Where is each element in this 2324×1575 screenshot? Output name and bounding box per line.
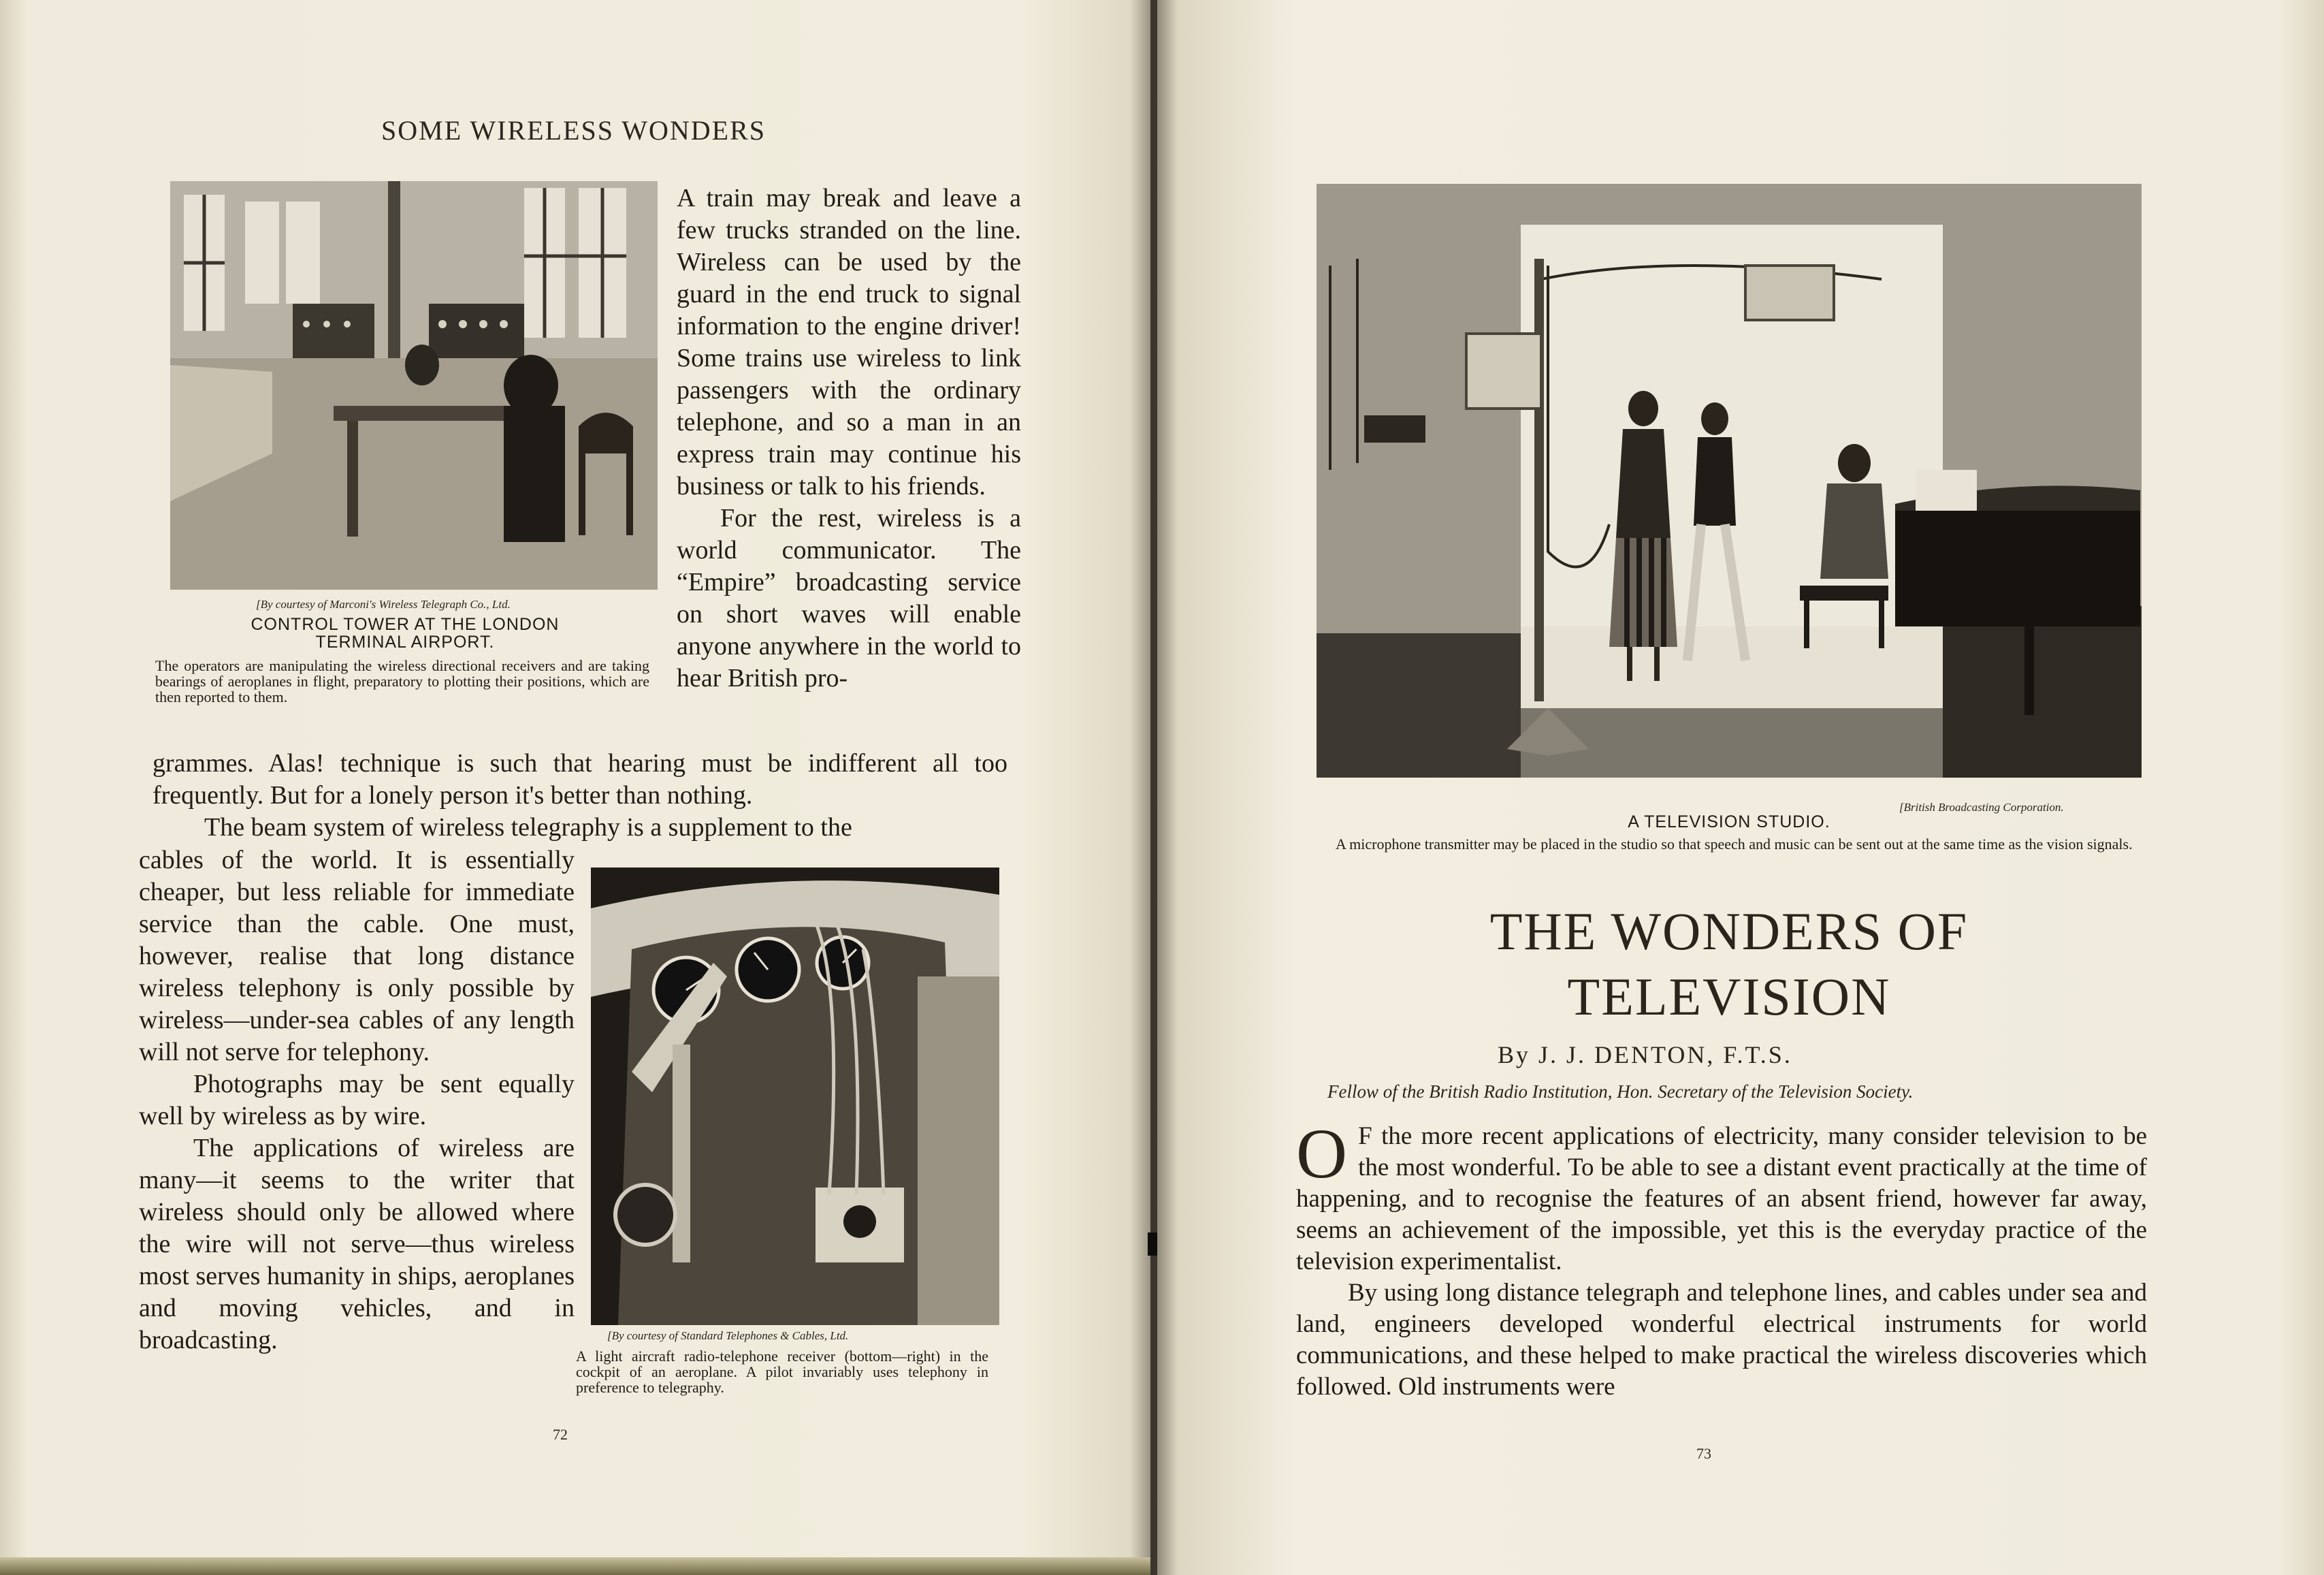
article-title-line2: TELEVISION [1567, 967, 1891, 1026]
article-paragraph-1-text: F the more recent applications of electricity, many consider television to be the most wonderful. To be able to see a distant event practically at the time of happening, and to recognise the features of an absent friend, however far away, seems an achievement of the impossible, yet this is the everyday practice of the television experimentalist. [1296, 1122, 2147, 1275]
book-gutter [1150, 0, 1157, 1575]
photo1-credit: [By courtesy of Marconi's Wireless Telegraph Co., Ltd. [256, 598, 511, 611]
author-affiliation: Fellow of the British Radio Institution, Hon. Secretary of the Television Society. [1327, 1081, 1914, 1102]
article-body [1296, 1115, 2147, 1403]
studio-photo-title: A TELEVISION STUDIO. [1628, 812, 1830, 831]
photo2-caption: A light aircraft radio-telephone receiver (bottom—right) in the cockpit of an aeroplane. A pilot invariably uses telephony in preference to telegraphy. [576, 1348, 988, 1396]
photo1-title-line1: CONTROL TOWER AT THE LONDON [251, 615, 560, 634]
photo2-credit: [By courtesy of Standard Telephones & Cables, Ltd. [607, 1329, 849, 1342]
drop-cap: O [1296, 1115, 1348, 1193]
right-page-number: 73 [1696, 1445, 1711, 1462]
article-title-line1: THE WONDERS OF [1489, 902, 1969, 961]
article-paragraph-2: By using long distance telegraph and telephone lines, and cables under sea and land, engineers developed wonderful electrical instruments for world communications, and these helped to make practical the wireless discoveries which followed. Old instruments were [1296, 1279, 2147, 1401]
paragraph-applications: The applications of wireless are many—it seems to the writer that wireless should only be allowed where the wire will not serve—thus wireless most serves humanity in ships, aeroplanes and moving vehicles, and in broadcasting. [139, 1134, 575, 1354]
paragraph-train: A train may break and leave a few trucks stranded on the line. Wireless can be used by the guard in the end truck to signal information to the engine driver! Some trains use wireless to link passengers with the ordinary telephone, and so a man in an express train may continue his business or talk to his friends. [677, 184, 1021, 500]
full-width-text: grammes. Alas! technique is such that hearing must be indifferent all too frequently. But for a lonely person it's better than nothing. [152, 749, 1007, 810]
television-studio-photo [1317, 184, 2142, 778]
left-page [0, 0, 1150, 1575]
photo1-title-line2: TERMINAL AIRPORT. [315, 633, 495, 652]
article-byline: By J. J. DENTON, F.T.S. [1498, 1041, 1792, 1068]
paragraph-cables: cables of the world. It is essentially cheaper, but less reliable for immediate service than the cable. One must, however, realise that long distance wireless telephony is only possible by wireless—under-sea cables of any length will not serve for telephony. [139, 846, 575, 1066]
left-column-right-text [677, 182, 1021, 695]
article-title [1266, 899, 2192, 1030]
beam-paragraph-line: The beam system of wireless telegraphy is a supplement to the [204, 813, 852, 842]
control-tower-photo [170, 181, 658, 590]
paragraph-communicator: For the rest, wireless is a world communicator. The “Empire” broadcasting service on short waves will enable anyone anywhere in the world to hear British pro- [677, 504, 1021, 693]
photo1-caption: The operators are manipulating the wireless directional receivers and are taking bearings of aeroplanes in flight, preparatory to plotting their positions, which are then reported to them. [155, 657, 649, 705]
paragraph-photographs: Photographs may be sent equally well by wireless as by wire. [139, 1070, 575, 1130]
article-paragraph-1 [1296, 1115, 2147, 1277]
left-column-left-text [139, 844, 575, 1356]
cockpit-photo [591, 868, 999, 1325]
running-head: SOME WIRELESS WONDERS [381, 115, 766, 146]
left-page-number: 72 [553, 1426, 568, 1443]
studio-photo-credit: [British Broadcasting Corporation. [1899, 801, 2064, 814]
page-bottom-band [0, 1557, 1150, 1575]
studio-photo-caption: A microphone transmitter may be placed in the studio so that speech and music can be sent out at the same time as the vision signals. [1336, 836, 2133, 853]
